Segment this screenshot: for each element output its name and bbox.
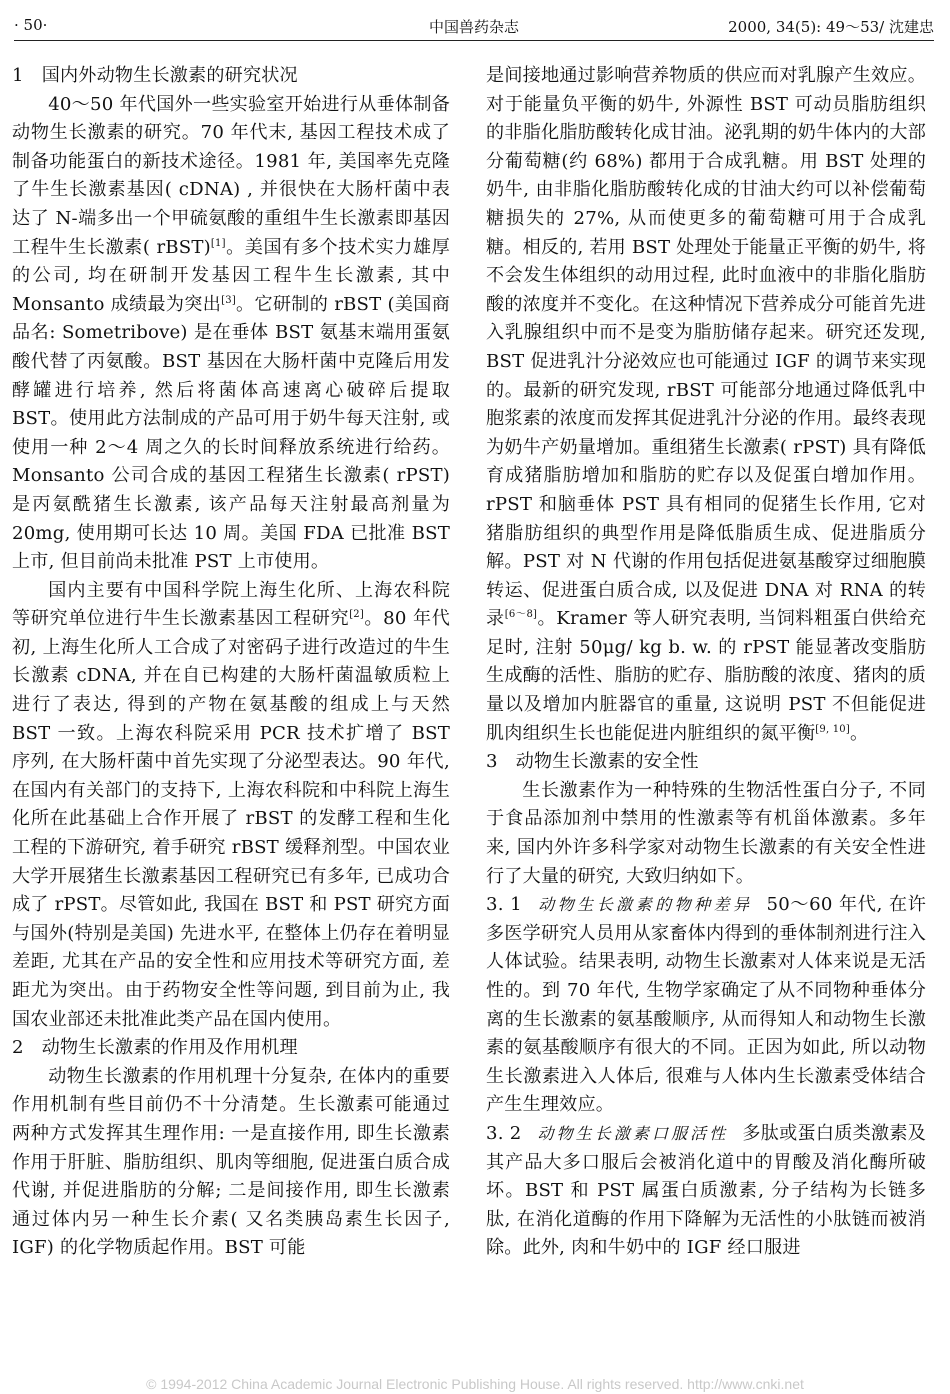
reference-mark: [6～8] — [504, 609, 538, 621]
paragraph — [12, 577, 450, 1035]
section-2-heading — [12, 1034, 450, 1063]
page-number: · 50· — [14, 16, 48, 34]
paragraph-text: 。美国有多个技术实力雄厚的公司, 均在研制开发基因工程牛生长激素, 其中 Monsanto 成绩最为突出 — [12, 236, 450, 315]
paragraph-text: 。Kramer 等人研究表明, 当饲料粗蛋白供给充足时, 注射 50μg/ kg b. w. 的 rPST 能显著改变脂肪生成酶的活性、脂肪的贮存、脂肪酸的浓度、猪肉的质量以及增加内脏器官的重量, 这说明 PST 不但能促进肌肉组织生长也能促进内脏组织的氮平衡 — [486, 608, 927, 744]
paragraph-text: 。80 年代初, 上海生化所人工合成了对密码子进行改造过的牛生长激素 cDNA, 并在自已构建的大肠杆菌温敏质粒上进行了表达, 得到的产物在氨基酸的组成上与天然 BST 一致。上海农科院采用 PCR 技术扩增了 BST 序列, 在大肠杆菌中首先实现了分泌型表达。90 年代, 在国内有关部门的支持下, 上海农科院和中科院上海生化所在此基础上合作开展了 rBST 的发酵工程和生化工程的下游研究, 着手研究 rBST 缓释剂型。中国农业大学开展猪生长激素基因工程研究已有多年, 已成功合成了 rPST。尽管如此, 我国在 BST 和 PST 研究方面与国外(特别是美国) 先进水平, 在整体上仍存在着明显差距, 尤其在产品的安全性和应用技术等研究方面, 差距尤为突出。由于药物安全性等问题, 到目前为止, 我国农业部还未批准此类产品在国内使用。 — [12, 608, 450, 1030]
journal-name: 中国兽药杂志 — [428, 18, 519, 36]
paragraph-text: 。 — [849, 722, 869, 744]
reference-mark: [3] — [221, 294, 236, 306]
subsection-text: 多肽或蛋白质类激素及其产品大多口服后会被消化道中的胃酸及消化酶所破坏。BST 和 PST 属蛋白质激素, 分子结构为长链多肽, 在消化道酶的作用下降解为无活性的小肽链而被消除。此外, 肉和牛奶中的 IGF 经口服进 — [486, 1122, 926, 1259]
paragraph: 动物生长激素的作用机理十分复杂, 在体内的重要作用机制有些目前仍不十分清楚。生长激素可能通过两种方式发挥其生理作用: 一是直接作用, 即生长激素作用于肝脏、脂肪组织、肌肉等细胞, 促进蛋白质合成代谢, 并促进脂肪的分解; 二是间接作用, 即生长激素通过体内另一种生长介素( 又名类胰岛素生长因子, IGF) 的化学物质起作用。BST 可能 — [12, 1065, 450, 1259]
subsection-3-2 — [486, 1120, 926, 1263]
subsection-number: 3. 2 — [486, 1122, 522, 1144]
paragraph — [12, 91, 450, 577]
citation: 2000, 34(5): 49～53/ 沈建忠 — [728, 18, 934, 36]
section-3-heading — [486, 748, 926, 777]
subsection-title: 动物生长激素的物种差异 — [537, 895, 753, 915]
paragraph-text: 。它研制的 rBST (美国商品名: Sometribove) 是在垂体 BST 氨基末端用蛋氨酸代替了丙氨酸。BST 基因在大肠杆菌中克隆后用发酵罐进行培养, 然后将菌体高速离心破碎后提取 BST。使用此方法制成的产品可用于奶牛每天注射, 或使用一种 2～4 周之久的长时间释放系统进行给药。Monsanto 公司合成的基因工程猪生长激素( rPST) 是丙氨酰猪生长激素, 该产品每天注射最高剂量为 20mg, 使用期可长达 10 周。美国 FDA 已批准 BST 上市, 但目前尚未批准 PST 上市使用。 — [12, 293, 450, 573]
section-title: 国内外动物生长激素的研究状况 — [41, 65, 298, 86]
subsection-number: 3. 1 — [486, 894, 522, 916]
section-title: 动物生长激素的安全性 — [515, 751, 699, 773]
paragraph — [486, 62, 926, 748]
paragraph-text: 是间接地通过影响营养物质的供应而对乳腺产生效应。对于能量负平衡的奶牛, 外源性 BST 可动员脂肪组织的非脂化脂肪酸转化成甘油。泌乳期的奶牛体内的大部分葡萄糖(约 68%) 都用于合成乳糖。用 BST 处理的奶牛, 由非脂化脂肪酸转化成的甘油大约可以补偿葡萄糖损失的 27%, 从而使更多的葡萄糖可用于合成乳糖。相反的, 若用 BST 处理处于能量正平衡的奶牛, 将不会发生体组织的动用过程, 此时血液中的非脂化脂肪酸的浓度并不变化。在这种情况下营养成分可能首先进入乳腺组织中而不是变为脂肪储存起来。研究还发现, BST 促进乳汁分泌效应也可能通过 IGF 的调节来实现的。最新的研究发现, rBST 可能部分地通过降低乳中胞浆素的浓度而发挥其促进乳汁分泌的作用。最终表现为奶牛产奶量增加。重组猪生长激素( rPST) 具有降低育成猪脂肪增加和脂肪的贮存以及促蛋白增加作用。rPST 和脑垂体 PST 具有相同的促猪生长作用, 它对猪脂肪组织的典型作用是降低脂质生成、促进脂质分解。PST 对 N 代谢的作用包括促进氨基酸穿过细胞膜转运、促进蛋白质合成, 以及促进 DNA 对 RNA 的转录 — [486, 65, 926, 630]
paragraph: 生长激素作为一种特殊的生物活性蛋白分子, 不同于食品添加剂中禁用的性激素等有机甾体激素。多年来, 国内外许多科学家对动物生长激素的有关安全性进行了大量的研究, 大致归纳如下。 — [486, 779, 926, 887]
section-number: 3 — [486, 751, 498, 773]
subsection-title: 动物生长激素口服活性 — [537, 1123, 729, 1143]
section-number: 2 — [12, 1037, 24, 1059]
right-column — [486, 62, 926, 1263]
paragraph-text: 国内主要有中国科学院上海生化所、上海农科院等研究单位进行牛生长激素基因工程研究 — [12, 579, 450, 630]
running-header — [14, 14, 934, 41]
copyright-watermark: © 1994-2012 China Academic Journal Electronic Publishing House. All rights reserved. http://www.cnki.net — [146, 1376, 804, 1392]
section-1-heading — [12, 62, 450, 91]
section-title: 动物生长激素的作用及作用机理 — [41, 1037, 298, 1059]
subsection-3-1 — [486, 891, 926, 1120]
subsection-text: 50～60 年代, 在许多医学研究人员用从家畜体内得到的垂体制剂进行注入人体试验。结果表明, 动物生长激素对人体来说是无活性的。到 70 年代, 生物学家确定了从不同物种垂体分离的生长激素的氨基酸顺序, 从而得知人和动物生长激素的氨基酸顺序有很大的不同。正因为如此, 所以动物生长激素进入人体后, 很难与人体内生长激素受体结合产生生理效应。 — [486, 894, 927, 1116]
reference-mark: [1] — [210, 237, 226, 249]
paragraph-text: 40～50 年代国外一些实验室开始进行从垂体制备动物生长激素的研究。70 年代末, 基因工程技术成了制备功能蛋白的新技术途径。1981 年, 美国率先克隆了牛生长激素基因( cDNA) , 并很快在大肠杆菌中表达了 N-端多出一个甲硫氨酸的重组牛生长激素即基因工程牛生长激素( rBST) — [12, 93, 450, 258]
reference-mark: [9, 10] — [815, 723, 850, 735]
reference-mark: [2] — [349, 609, 364, 621]
left-column — [12, 62, 450, 1263]
section-number: 1 — [12, 65, 24, 86]
